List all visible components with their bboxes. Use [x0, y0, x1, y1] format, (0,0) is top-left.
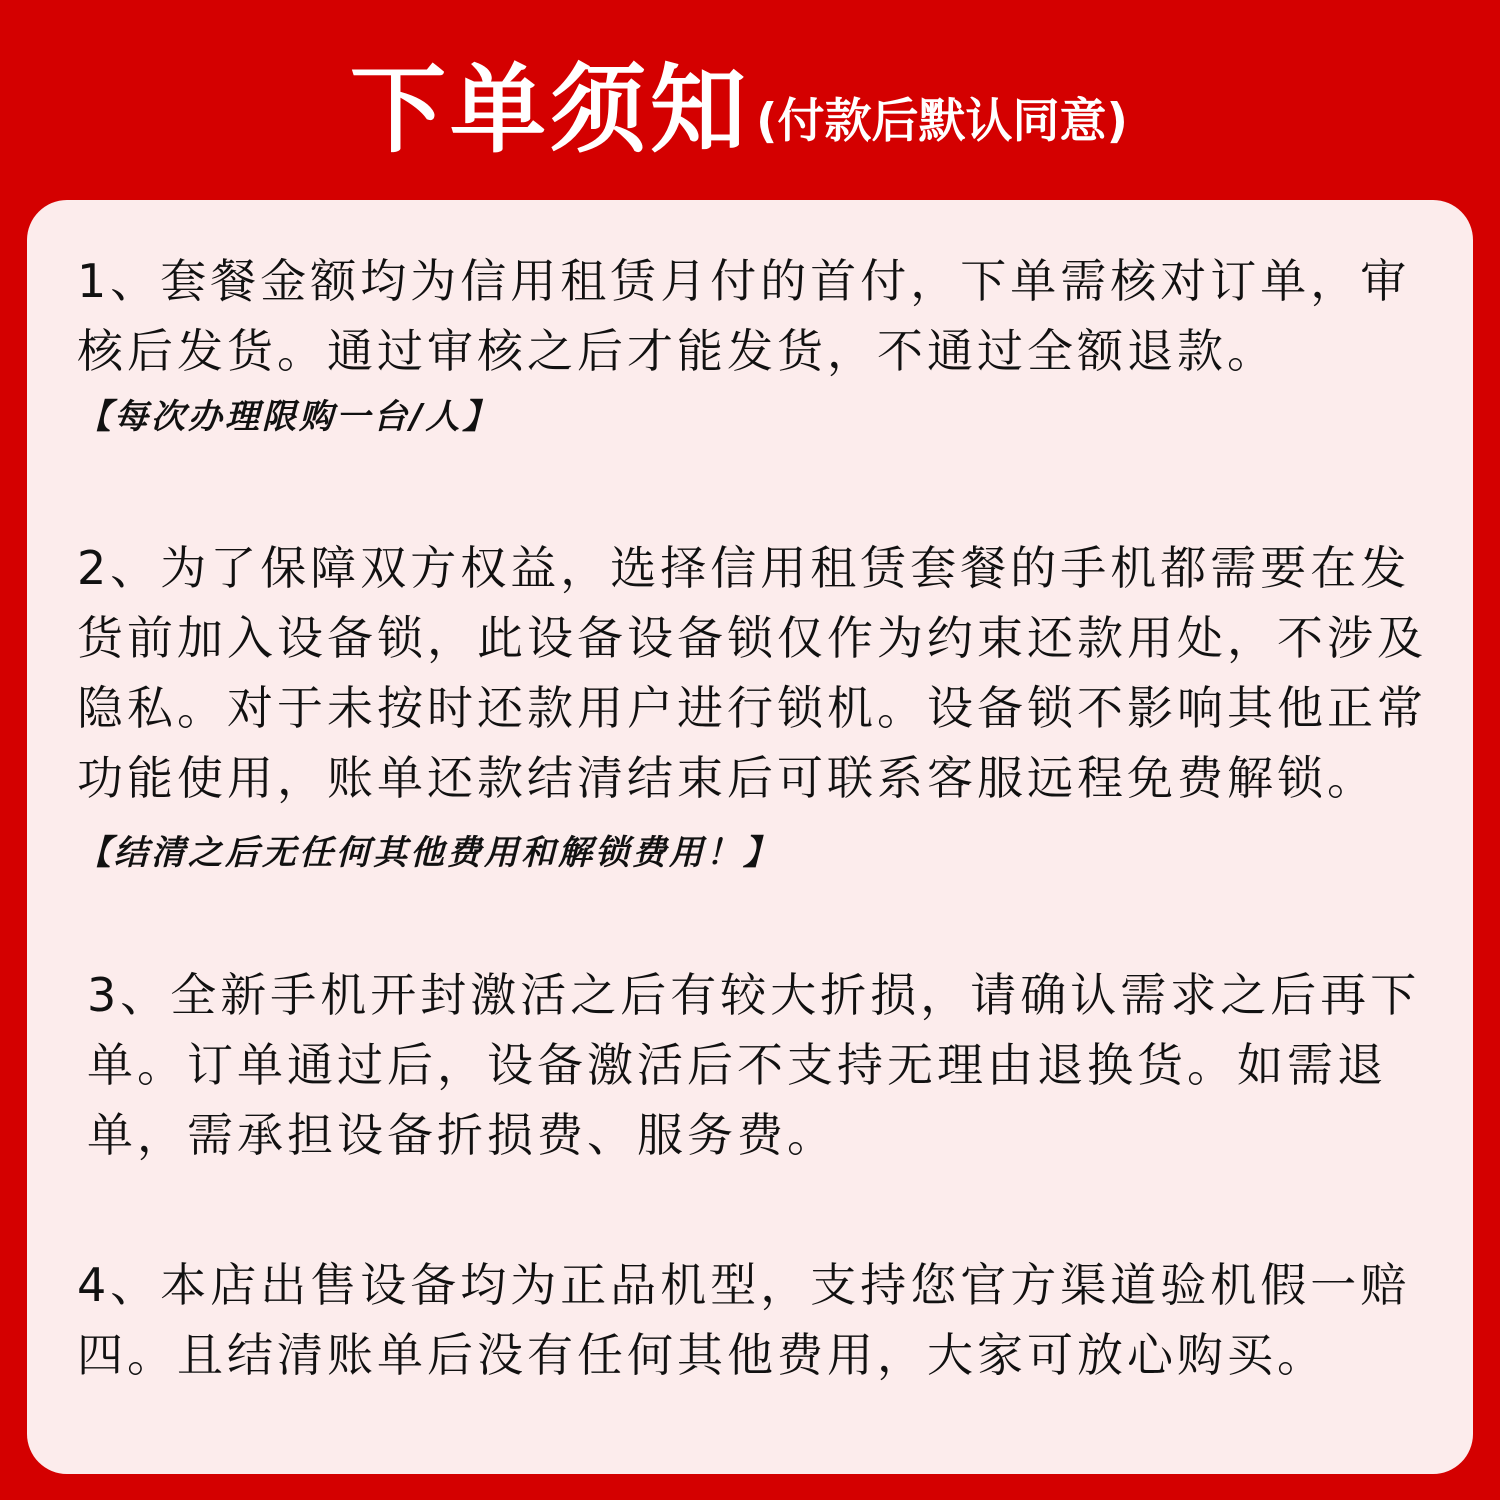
- notice-text: 2、为了保障双方权益，选择信用租赁套餐的手机都需要在发货前加入设备锁，此设备设备锁仅作为约束还款用处，不涉及隐私。对于未按时还款用户进行锁机。设备锁不影响其他正常功能使用，账单还款结清结束后可联系客服远程免费解锁。: [77, 541, 1427, 805]
- notice-text: 3、全新手机开封激活之后有较大折损，请确认需求之后再下单。订单通过后，设备激活后不支持无理由退换货。如需退单，需承担设备折损费、服务费。: [87, 968, 1421, 1162]
- notice-text: 4、本店出售设备均为正品机型，支持您官方渠道验机假一赔四。且结清账单后没有任何其他费用，大家可放心购买。: [77, 1258, 1411, 1382]
- notice-note: 【每次办理限购一台/人】: [77, 397, 500, 437]
- notice-note: 【结清之后无任何其他费用和解锁费用！】: [77, 833, 780, 873]
- notice-item-1: [77, 246, 1427, 452]
- title-main: 下单须知: [350, 54, 750, 166]
- title-subtitle: (付款后默认同意): [756, 94, 1128, 149]
- notice-panel: [27, 200, 1473, 1474]
- page-title: [350, 52, 1250, 166]
- notice-text: 1、套餐金额均为信用租赁月付的首付，下单需核对订单，审核后发货。通过审核之后才能发货，不通过全额退款。: [77, 254, 1411, 378]
- notice-item-2: [77, 533, 1427, 888]
- notice-item-4: [77, 1250, 1427, 1390]
- notice-item-3: [87, 960, 1437, 1170]
